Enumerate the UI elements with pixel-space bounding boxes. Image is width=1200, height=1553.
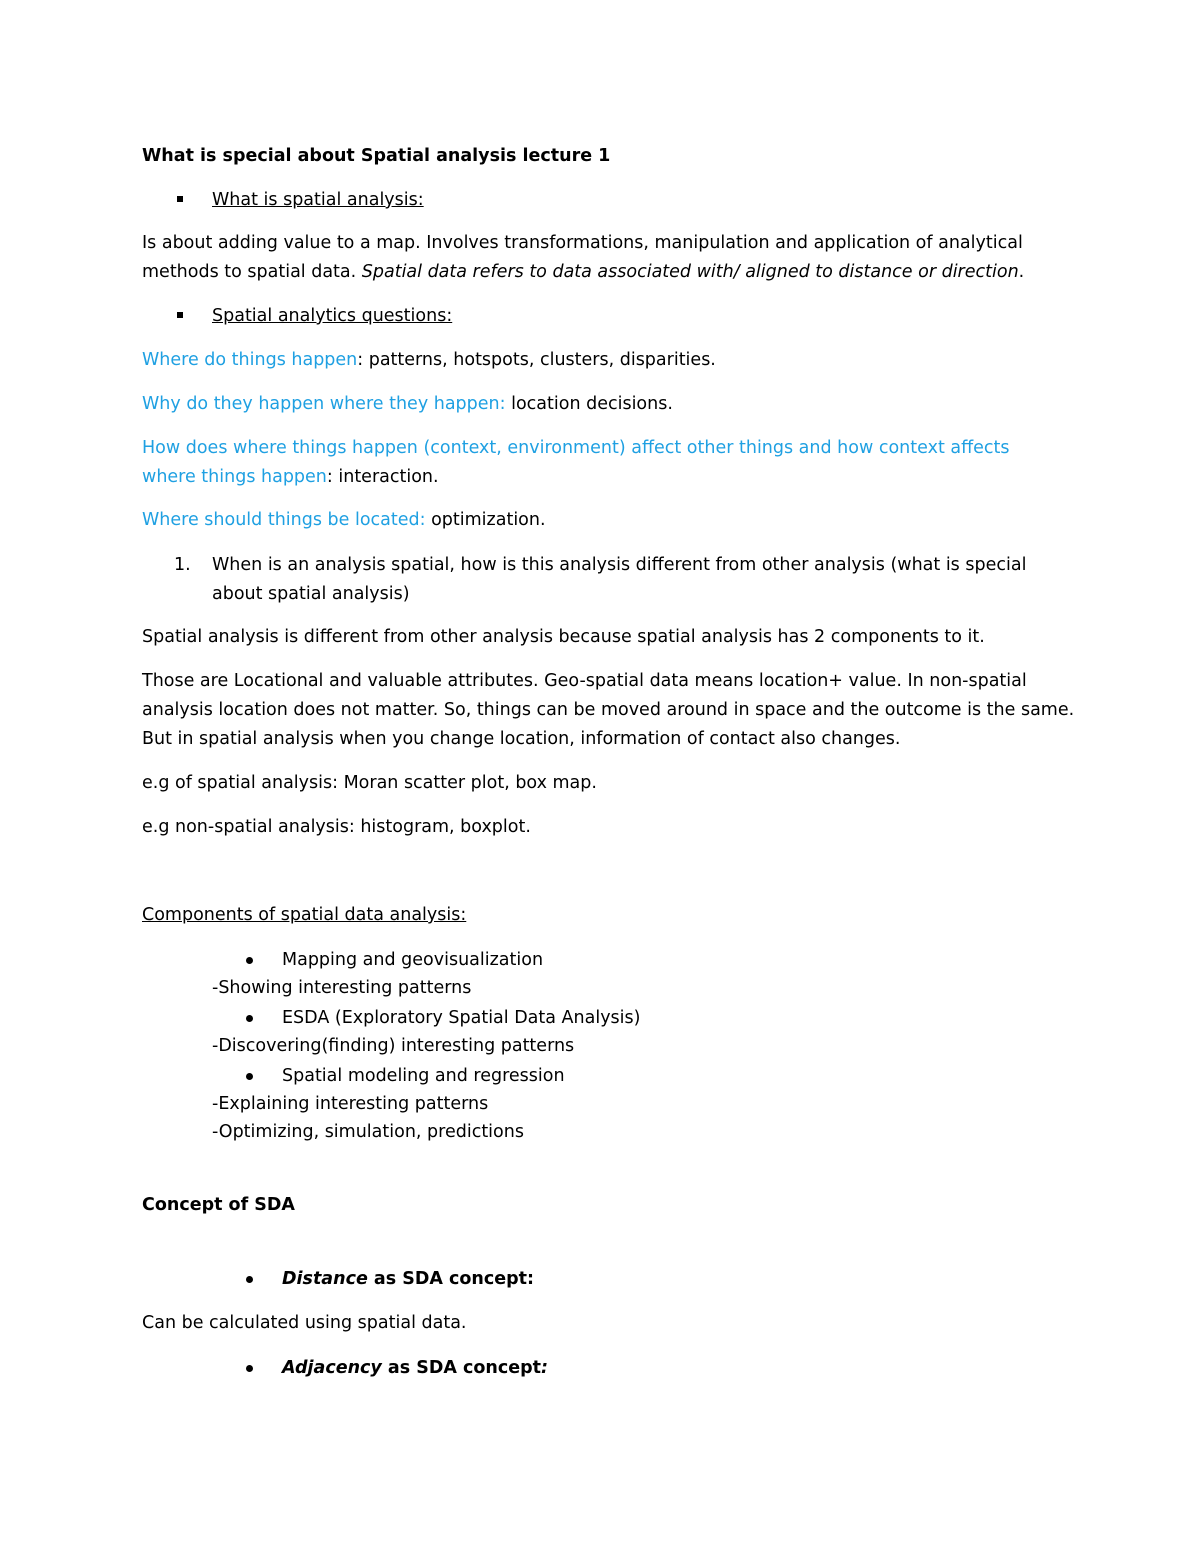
question-line [142, 463, 439, 492]
concept-term: Adjacency [282, 1358, 382, 1378]
numbered-list-item: about spatial analysis) [212, 584, 410, 604]
paragraph-line: Spatial analysis is different from other analysis because spatial analysis has 2 components to it. [142, 627, 985, 647]
question-line [142, 346, 716, 375]
paragraph-line: Can be calculated using spatial data. [142, 1313, 467, 1333]
bullet-icon [246, 1365, 253, 1372]
concept-item [282, 1354, 548, 1383]
component-note: -Showing interesting patterns [212, 978, 472, 998]
paragraph-line: Is about adding value to a map. Involves transformations, manipulation and application of analytical [142, 233, 1023, 253]
square-bullet-icon [177, 196, 183, 202]
concept-suffix: as SDA concept [381, 1358, 541, 1378]
example-spatial: e.g of spatial analysis: Moran scatter plot, box map. [142, 773, 597, 793]
question-highlight: Where do things happen [142, 350, 358, 370]
heading-what-is-spatial-analysis: What is spatial analysis: [212, 190, 424, 210]
question-highlight: where things happen [142, 467, 327, 487]
bullet-icon [246, 957, 253, 964]
question-line [142, 506, 546, 535]
paragraph-text: . [1018, 262, 1025, 282]
question-answer: location decisions. [505, 394, 673, 414]
heading-concept-of-sda: Concept of SDA [142, 1195, 295, 1215]
heading-spatial-analytics-questions: Spatial analytics questions: [212, 306, 453, 326]
concept-colon: : [541, 1358, 548, 1378]
bullet-icon [246, 1073, 253, 1080]
component-note: -Discovering(finding) interesting patterns [212, 1036, 575, 1056]
document-title: What is special about Spatial analysis lecture 1 [142, 146, 611, 166]
heading-components: Components of spatial data analysis: [142, 905, 467, 925]
paragraph-line: analysis location does not matter. So, things can be moved around in space and the outcome is the same. [142, 700, 1075, 720]
question-highlight: How does where things happen (context, environment) affect other things and how context affects [142, 438, 1010, 458]
bullet-icon [246, 1276, 253, 1283]
component-note: -Explaining interesting patterns [212, 1094, 489, 1114]
spatial-data-definition: Spatial data refers to data associated with/ aligned to distance or direction [361, 262, 1019, 282]
square-bullet-icon [177, 312, 183, 318]
question-answer: : patterns, hotspots, clusters, disparities. [357, 350, 716, 370]
paragraph-line: Those are Locational and valuable attributes. Geo-spatial data means location+ value. In non-spatial [142, 671, 1027, 691]
numbered-list-marker: 1. [174, 555, 191, 575]
question-answer: optimization. [425, 510, 546, 530]
question-highlight: Why do they happen where they happen: [142, 394, 506, 414]
concept-term: Distance [282, 1269, 368, 1289]
component-item: ESDA (Exploratory Spatial Data Analysis) [282, 1008, 641, 1028]
bullet-icon [246, 1015, 253, 1022]
question-answer: : interaction. [326, 467, 439, 487]
paragraph-line: But in spatial analysis when you change location, information of contact also changes. [142, 729, 901, 749]
paragraph-line [142, 258, 1024, 287]
component-item: Spatial modeling and regression [282, 1066, 565, 1086]
example-non-spatial: e.g non-spatial analysis: histogram, boxplot. [142, 817, 531, 837]
concept-item [282, 1265, 534, 1294]
numbered-list-item: When is an analysis spatial, how is this analysis different from other analysis (what is special [212, 555, 1027, 575]
question-highlight: Where should things be located: [142, 510, 426, 530]
paragraph-text: methods to spatial data. [142, 262, 362, 282]
question-line [142, 390, 673, 419]
concept-suffix: as SDA concept: [367, 1269, 534, 1289]
component-item: Mapping and geovisualization [282, 950, 544, 970]
component-note: -Optimizing, simulation, predictions [212, 1122, 524, 1142]
